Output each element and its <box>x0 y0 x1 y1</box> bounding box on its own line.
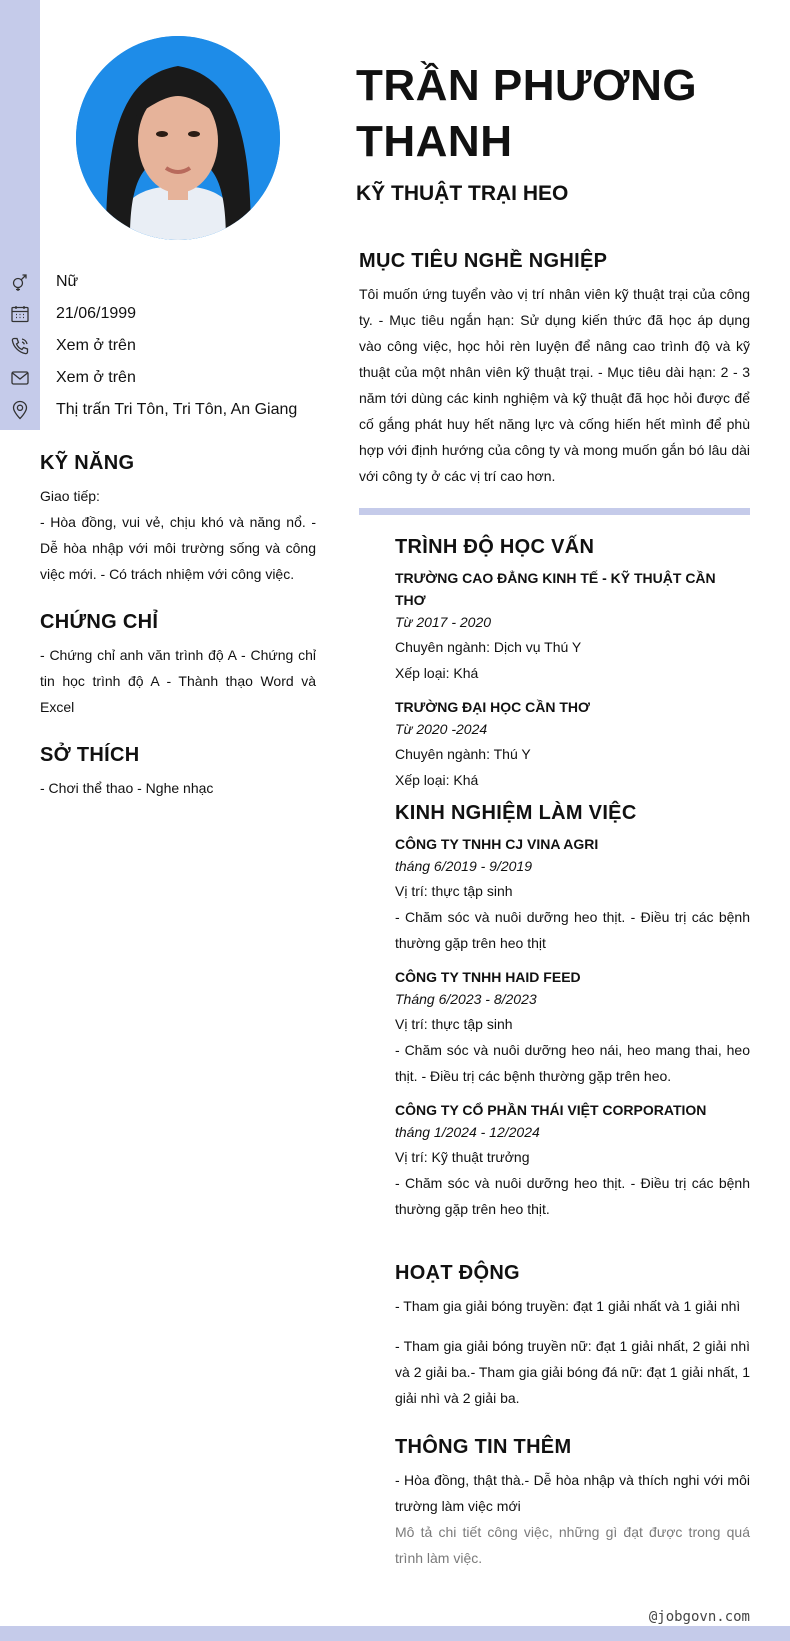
contact-birthdate <box>0 298 330 330</box>
extra-info-section <box>395 1436 750 1571</box>
bottom-accent-strip <box>0 1626 790 1641</box>
skills-text: - Hòa đồng, vui vẻ, chịu khó và năng nổ. - Dễ hòa nhập với môi trường sống và công việc mới. - Có trách nhiệm với công việc. <box>40 514 316 582</box>
hobbies-heading: SỞ THÍCH <box>40 744 140 766</box>
contact-gender <box>0 266 330 298</box>
experience-item <box>395 1099 750 1222</box>
extra-info-text: - Hòa đồng, thật thà.- Dễ hòa nhập và thích nghi với môi trường làm việc mới <box>395 1472 750 1514</box>
education-rank: Xếp loại: Khá <box>395 772 479 788</box>
experience-period: Tháng 6/2023 - 8/2023 <box>395 991 537 1007</box>
education-major: Chuyên ngành: Dịch vụ Thú Y <box>395 639 582 655</box>
education-section <box>395 536 750 803</box>
location-icon <box>0 400 40 420</box>
contact-gender-text: Nữ <box>56 273 79 290</box>
experience-period: tháng 1/2024 - 12/2024 <box>395 1124 540 1140</box>
certificates-heading: CHỨNG CHỈ <box>40 611 159 633</box>
experience-position: Vị trí: thực tập sinh <box>395 1016 513 1032</box>
hobbies-section <box>40 744 316 801</box>
activities-section <box>395 1262 750 1411</box>
company-name: CÔNG TY TNHH HAID FEED <box>395 969 581 985</box>
experience-position: Vị trí: Kỹ thuật trưởng <box>395 1149 530 1165</box>
experience-heading: KINH NGHIỆM LÀM VIỆC <box>395 802 637 824</box>
contact-phone <box>0 330 330 362</box>
school-name: TRƯỜNG ĐẠI HỌC CẦN THƠ <box>395 699 590 715</box>
experience-item <box>395 966 750 1089</box>
footer-credit: @jobgovn.com <box>648 1609 750 1625</box>
contact-address-text: Thị trấn Tri Tôn, Tri Tôn, An Giang <box>56 401 298 418</box>
experience-section <box>395 802 750 1232</box>
candidate-name: TRẦN PHƯƠNG THANH <box>356 61 698 166</box>
contact-birthdate-text: 21/06/1999 <box>56 305 137 322</box>
objective-text: Tôi muốn ứng tuyển vào vị trí nhân viên kỹ thuật trại của công ty. - Mục tiêu ngắn hạn: Sử dụng kiến thức đã học áp dụng vào công việc, học hỏi rèn luyện để nâng cao trình độ và kỹ thuật của một nhân viên kỹ thuật trại. - Mục tiêu dài hạn: 2 - 3 năm tới dùng các kinh nghiệm và kỹ thuật đã học hỏi được để cố gắng phát huy hết năng lực và cống hiến hết mình để phù hợp với định hướng của công ty và mong muốn gắn bó lâu dài với công ty ở các vị trí cao hơn. <box>359 286 750 484</box>
contact-address <box>0 394 330 426</box>
mail-icon <box>0 368 40 388</box>
experience-item <box>395 833 750 956</box>
calendar-icon <box>0 304 40 324</box>
experience-position: Vị trí: thực tập sinh <box>395 883 513 899</box>
extra-info-note: Mô tả chi tiết công việc, những gì đạt được trong quá trình làm việc. <box>395 1524 750 1566</box>
school-name: TRƯỜNG CAO ĐẲNG KINH TẾ - KỸ THUẬT CẦN THƠ <box>395 570 716 608</box>
contact-email-text: Xem ở trên <box>56 369 136 386</box>
experience-description: - Chăm sóc và nuôi dưỡng heo thịt. - Điều trị các bệnh thường gặp trên heo thịt <box>395 909 750 951</box>
section-divider <box>359 508 750 515</box>
education-heading: TRÌNH ĐỘ HỌC VẤN <box>395 536 595 558</box>
contact-list <box>0 266 330 426</box>
company-name: CÔNG TY TNHH CJ VINA AGRI <box>395 836 599 852</box>
certificates-text: - Chứng chỉ anh văn trình độ A - Chứng chỉ tin học trình độ A - Thành thạo Word và Excel <box>40 647 316 715</box>
extra-info-heading: THÔNG TIN THÊM <box>395 1436 572 1458</box>
objective-section <box>359 250 750 489</box>
activity-item: - Tham gia giải bóng truyền: đạt 1 giải nhất và 1 giải nhì <box>395 1298 741 1314</box>
activity-item: - Tham gia giải bóng truyền nữ: đạt 1 giải nhất, 2 giải nhì và 2 giải ba.- Tham gia giải bóng đá nữ: đạt 1 giải nhất, 1 giải nhì và 2 giải ba. <box>395 1338 750 1406</box>
experience-description: - Chăm sóc và nuôi dưỡng heo thịt. - Điều trị các bệnh thường gặp trên heo thịt. <box>395 1175 750 1217</box>
contact-email <box>0 362 330 394</box>
contact-phone-text: Xem ở trên <box>56 337 136 354</box>
skills-section <box>40 452 316 587</box>
education-item <box>395 696 750 793</box>
avatar <box>76 36 280 240</box>
skills-label: Giao tiếp: <box>40 488 100 504</box>
experience-description: - Chăm sóc và nuôi dưỡng heo nái, heo mang thai, heo thịt. - Điều trị các bệnh thường gặp trên heo. <box>395 1042 750 1084</box>
objective-heading: MỤC TIÊU NGHỀ NGHIỆP <box>359 250 608 272</box>
education-major: Chuyên ngành: Thú Y <box>395 746 531 762</box>
hobbies-text: - Chơi thể thao - Nghe nhạc <box>40 780 214 796</box>
phone-icon <box>0 336 40 356</box>
activities-heading: HOẠT ĐỘNG <box>395 1262 520 1284</box>
education-item <box>395 567 750 686</box>
gender-icon <box>0 272 40 292</box>
education-period: Từ 2017 - 2020 <box>395 614 492 630</box>
job-title: KỸ THUẬT TRẠI HEO <box>356 182 569 205</box>
certificates-section <box>40 611 316 720</box>
experience-period: tháng 6/2019 - 9/2019 <box>395 858 533 874</box>
skills-heading: KỸ NĂNG <box>40 452 135 474</box>
education-period: Từ 2020 -2024 <box>395 721 488 737</box>
education-rank: Xếp loại: Khá <box>395 665 479 681</box>
company-name: CÔNG TY CỔ PHẦN THÁI VIỆT CORPORATION <box>395 1102 707 1118</box>
